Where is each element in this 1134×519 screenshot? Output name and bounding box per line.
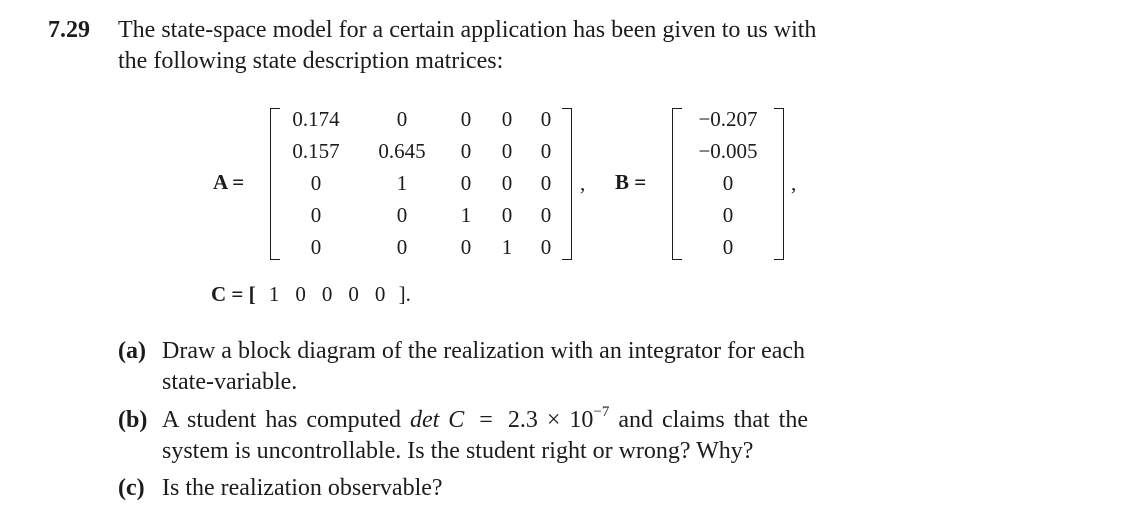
matrix-a-right-bracket xyxy=(562,108,572,260)
matrix-c-label: C = [ xyxy=(211,282,256,306)
problem-intro-line2: the following state description matrices: xyxy=(118,48,504,74)
part-a-label: (a) xyxy=(118,338,146,364)
matrix-c-entries xyxy=(261,282,394,306)
matrix-a-left-bracket xyxy=(270,108,280,260)
part-b-label: (b) xyxy=(118,407,148,433)
part-b-exponent: −7 xyxy=(593,404,610,420)
part-b-det-expr: det C xyxy=(409,407,465,433)
matrix-c-entry: 0 xyxy=(348,282,359,306)
part-b-value: 2.3 × 10 xyxy=(507,407,594,433)
problem-number: 7.29 xyxy=(48,17,90,43)
matrix-c-entry: 0 xyxy=(374,282,386,306)
part-b-line1 xyxy=(162,405,808,436)
part-c-line1: Is the realization observable? xyxy=(162,475,443,501)
matrix-a-comma: , xyxy=(580,171,586,195)
matrix-c-entry: 1 xyxy=(268,282,280,306)
matrix-a-label: A = xyxy=(213,170,245,194)
matrix-c-closing: ]. xyxy=(398,282,411,306)
part-a-line1: Draw a block diagram of the realization with an integrator for each xyxy=(162,338,806,364)
part-b-text-post: and claims that the xyxy=(618,407,808,433)
part-a-line2: state-variable. xyxy=(162,369,298,395)
matrix-b-comma: , xyxy=(791,171,797,195)
matrix-c-row xyxy=(211,281,411,307)
part-c-label: (c) xyxy=(118,475,145,501)
matrix-c-entry: 0 xyxy=(295,282,306,306)
matrix-c-entry: 0 xyxy=(321,282,333,306)
part-b-text-pre: A student has computed xyxy=(162,407,401,433)
matrix-b-label: B = xyxy=(615,170,647,194)
matrix-b-right-bracket xyxy=(774,108,784,260)
part-b-line2: system is uncontrollable. Is the student right or wrong? Why? xyxy=(162,438,754,464)
part-b-equals: = xyxy=(479,407,493,433)
matrix-b-left-bracket xyxy=(672,108,682,260)
problem-intro-line1: The state-space model for a certain application has been given to us with xyxy=(118,17,817,43)
